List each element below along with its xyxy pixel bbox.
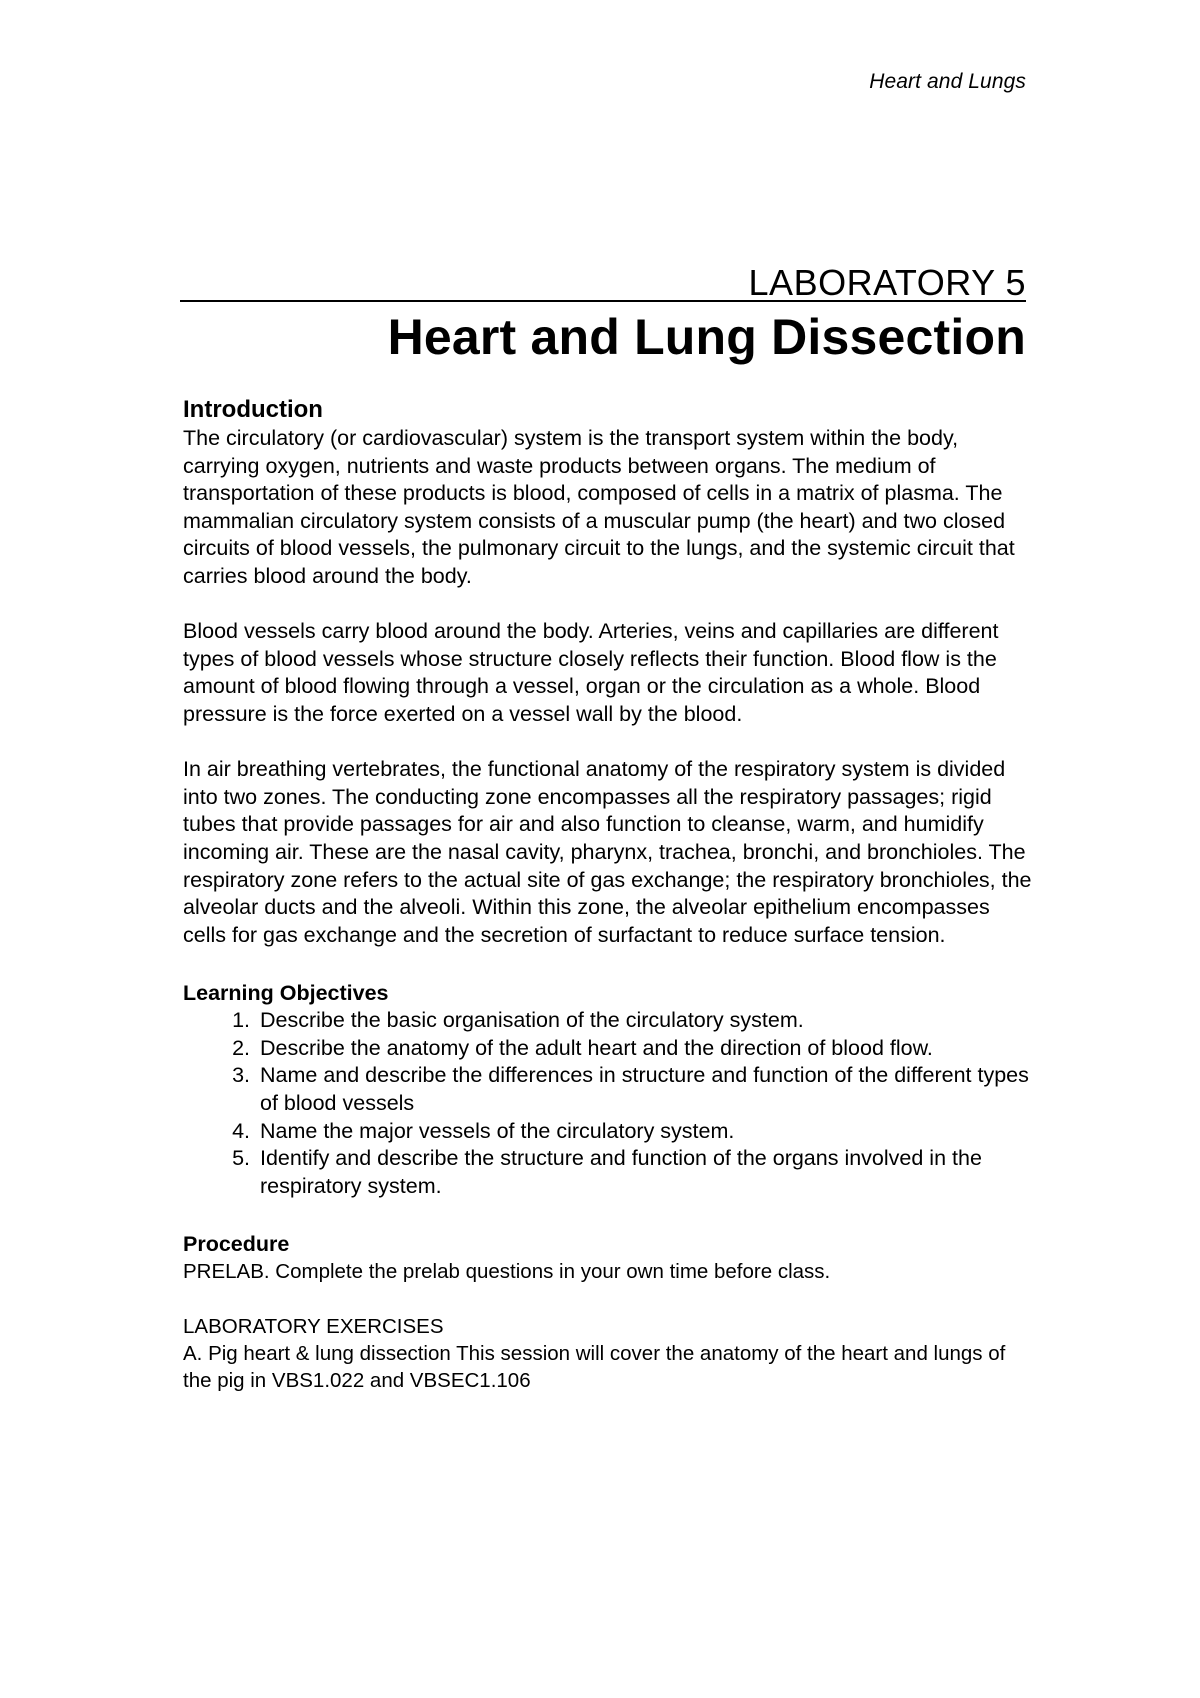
exercise-a-text: A. Pig heart & lung dissection This session will cover the anatomy of the heart and lungs of the pig in VBS1.022 and VBSEC1.106 <box>183 1342 1006 1393</box>
objective-item: 3. Name and describe the differences in structure and function of the different types of blood vessels <box>256 1062 1033 1117</box>
introduction-heading: Introduction <box>183 396 323 423</box>
lab-number: LABORATORY 5 <box>748 262 1026 303</box>
objective-item: 5. Identify and describe the structure and function of the organs involved in the respiratory system. <box>256 1145 1033 1200</box>
page-title: Heart and Lung Dissection <box>387 309 1026 365</box>
objective-item: 1. Describe the basic organisation of the circulatory system. <box>256 1007 1033 1035</box>
laboratory-exercises-heading: LABORATORY EXERCISES <box>183 1315 444 1339</box>
running-header: Heart and Lungs <box>869 70 1026 93</box>
title-rule <box>180 300 1026 302</box>
intro-paragraph-2: Blood vessels carry blood around the body. Arteries, veins and capillaries are different types of blood vessels whose structure closely reflects their function. Blood flow is the amount of blood flowing through a vessel, organ or the circulation as a whole. Blood pressure is the force exerted on a vessel wall by the blood. <box>183 619 999 726</box>
intro-paragraph-3: In air breathing vertebrates, the functional anatomy of the respiratory system is divided into two zones. The conducting zone encompasses all the respiratory passages; rigid tubes that provide passages for air and also function to cleanse, warm, and humidify incoming air. These are the nasal cavity, pharynx, trachea, bronchi, and bronchioles. The respiratory zone refers to the actual site of gas exchange; the respiratory bronchioles, the alveolar ducts and the alveoli. Within this zone, the alveolar epithelium encompasses cells for gas exchange and the secretion of surfactant to reduce surface tension. <box>183 757 1032 947</box>
intro-paragraph-1: The circulatory (or cardiovascular) system is the transport system within the body, carrying oxygen, nutrients and waste products between organs. The medium of transportation of these products is blood, composed of cells in a matrix of plasma. The mammalian circulatory system consists of a muscular pump (the heart) and two closed circuits of blood vessels, the pulmonary circuit to the lungs, and the systemic circuit that carries blood around the body. <box>183 426 1015 588</box>
objective-item: 4. Name the major vessels of the circulatory system. <box>256 1118 1033 1146</box>
learning-objectives-list <box>183 1007 1033 1200</box>
objective-item: 2. Describe the anatomy of the adult heart and the direction of blood flow. <box>256 1035 1033 1063</box>
learning-objectives-heading: Learning Objectives <box>183 981 389 1006</box>
prelab-text: PRELAB. Complete the prelab questions in your own time before class. <box>183 1260 831 1284</box>
procedure-heading: Procedure <box>183 1232 290 1257</box>
document-body <box>183 395 1033 1394</box>
